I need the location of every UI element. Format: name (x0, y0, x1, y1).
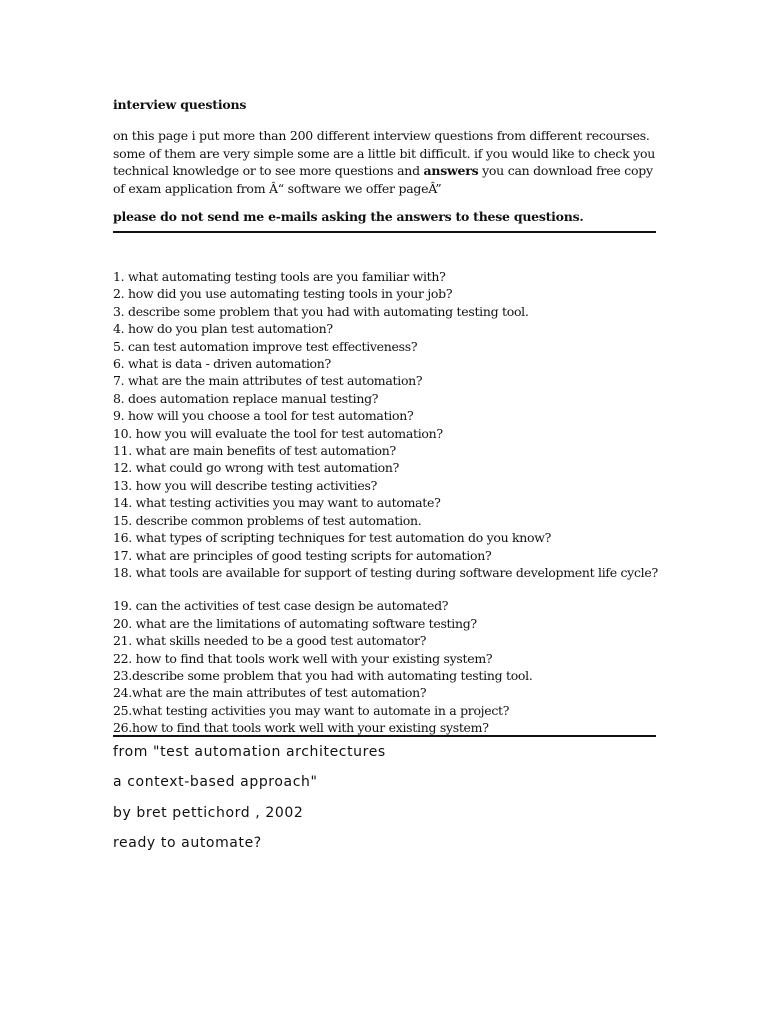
question-item: 16. what types of scripting techniques for test automation do you know? (113, 530, 552, 546)
question-item: 26.how to find that tools work well with your existing system? (113, 720, 489, 736)
intro-text: you can download free copy (478, 163, 653, 178)
paragraph-gap (113, 581, 673, 597)
question-item: 2. how did you use automating testing tools in your job? (113, 286, 453, 302)
document-title: interview questions (113, 97, 247, 112)
question-item: 19. can the activities of test case design be automated? (113, 598, 449, 614)
question-item: 6. what is data - driven automation? (113, 356, 331, 372)
question-item: 12. what could go wrong with test automation? (113, 460, 400, 476)
intro-line: of exam application from Â“ software we offer pageÂ” (113, 180, 442, 196)
answers-emphasis: answers (423, 163, 479, 178)
question-item: 22. how to find that tools work well with your existing system? (113, 650, 493, 666)
intro-line (113, 162, 673, 180)
question-item: 18. what tools are available for support of testing during software development life cycle? (113, 564, 658, 580)
intro-text: technical knowledge or to see more questions and (113, 163, 424, 178)
question-item: 7. what are the main attributes of test automation? (113, 373, 423, 389)
question-item: 24.what are the main attributes of test automation? (113, 685, 427, 701)
source-author: by bret pettichord , 2002 (113, 805, 304, 821)
question-item: 14. what testing activities you may want to automate? (113, 495, 441, 511)
question-item: 13. how you will describe testing activities? (113, 477, 377, 493)
source-line: a context-based approach" (113, 774, 318, 790)
intro-line: on this page i put more than 200 different interview questions from different recourses. (113, 128, 650, 143)
source-line: from "test automation architectures (113, 744, 386, 760)
intro-paragraph (113, 127, 673, 197)
divider-line (113, 735, 656, 737)
question-item: 20. what are the limitations of automating software testing? (113, 615, 477, 631)
divider-line (113, 231, 656, 233)
question-item: 5. can test automation improve test effectiveness? (113, 338, 418, 354)
question-item: 15. describe common problems of test automation. (113, 512, 422, 528)
question-item: 17. what are principles of good testing scripts for automation? (113, 547, 492, 563)
question-item: 25.what testing activities you may want to automate in a project? (113, 702, 510, 718)
question-item: 9. how will you choose a tool for test automation? (113, 408, 414, 424)
question-item: 1. what automating testing tools are you familiar with? (113, 269, 446, 284)
question-item: 23.describe some problem that you had with automating testing tool. (113, 667, 533, 683)
question-item: 4. how do you plan test automation? (113, 321, 333, 337)
question-item: 8. does automation replace manual testing? (113, 390, 379, 406)
question-list (113, 268, 673, 737)
warning-note: please do not send me e-mails asking the answers to these questions. (113, 209, 584, 224)
question-item: 3. describe some problem that you had with automating testing tool. (113, 303, 529, 319)
question-item: 21. what skills needed to be a good test automator? (113, 633, 427, 649)
intro-line: some of them are very simple some are a little bit difficult. if you would like to check you (113, 145, 656, 161)
section-heading: ready to automate? (113, 835, 262, 851)
question-item: 10. how you will evaluate the tool for test automation? (113, 425, 443, 441)
question-item: 11. what are main benefits of test automation? (113, 443, 396, 459)
